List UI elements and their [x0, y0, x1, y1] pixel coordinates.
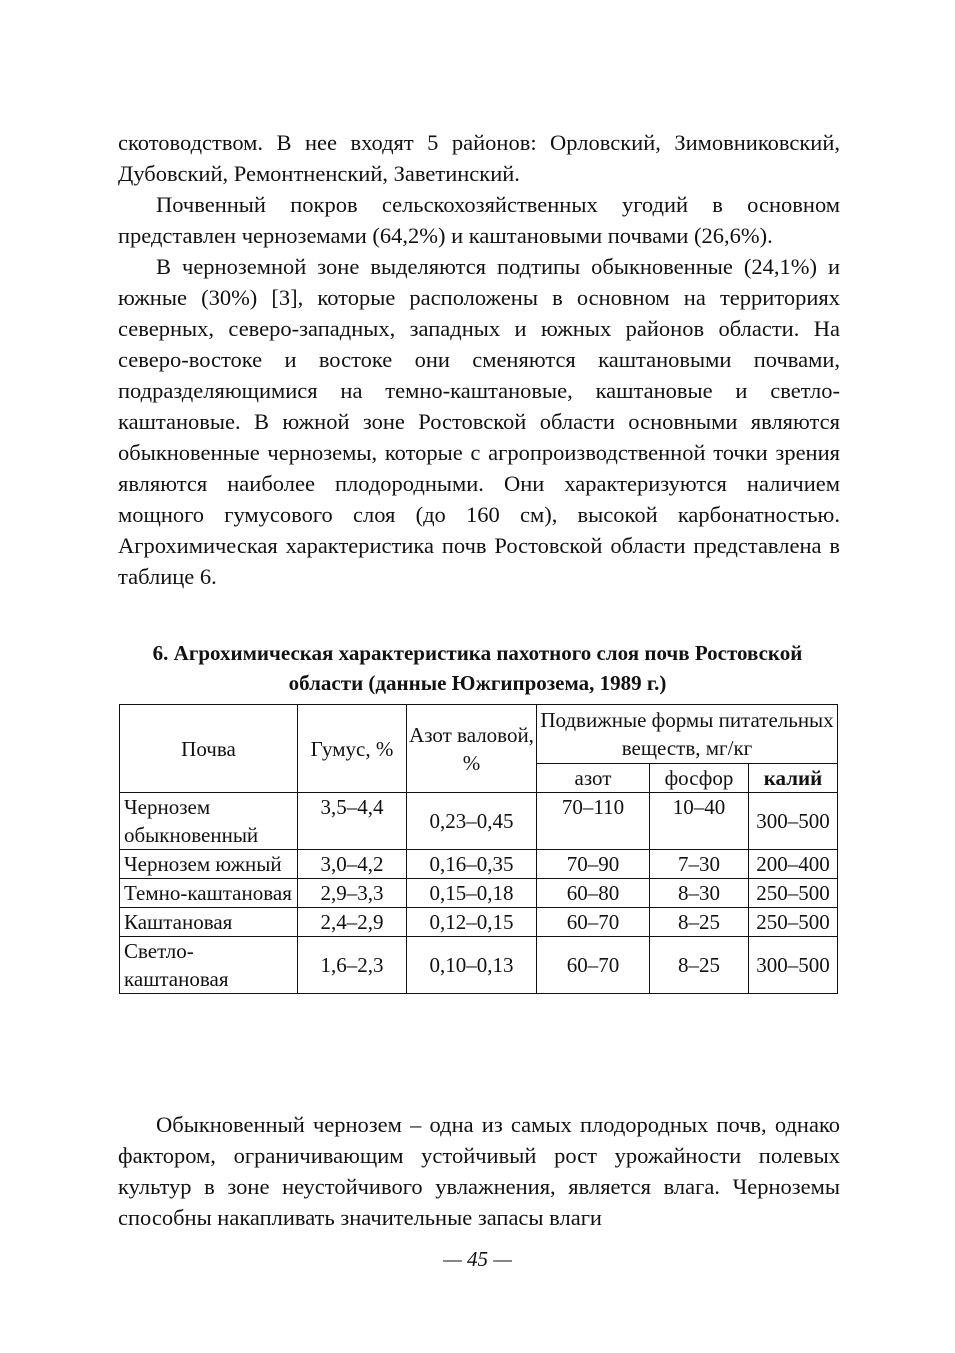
cell-phosphorus: 8–25: [650, 937, 749, 994]
cell-soil: Темно-каштановая: [120, 879, 298, 908]
cell-soil: Светло-каштановая: [120, 937, 298, 994]
top-text: [118, 127, 840, 592]
header-nitrogen: азот: [537, 764, 650, 793]
cell-humus: 3,0–4,2: [298, 850, 407, 879]
header-potassium: калий: [749, 764, 838, 793]
cell-nitrogen: 60–70: [537, 937, 650, 994]
cell-soil: Чернозем обыкновенный: [120, 793, 298, 850]
cell-nitrogen: 60–70: [537, 908, 650, 937]
cell-humus: 2,4–2,9: [298, 908, 407, 937]
cell-nitrogen: 70–90: [537, 850, 650, 879]
cell-potassium: 250–500: [749, 879, 838, 908]
cell-potassium: 300–500: [749, 793, 838, 850]
table-caption-line2: области (данные Южгипрозема, 1989 г.): [288, 671, 667, 695]
cell-nitrogen-total: 0,10–0,13: [407, 937, 537, 994]
header-nitrogen-total: Азот валовой, %: [407, 705, 537, 793]
cell-soil: Чернозем южный: [120, 850, 298, 879]
cell-nitrogen-total: 0,16–0,35: [407, 850, 537, 879]
paragraph-3: В черноземной зоне выделяются подтипы обыкновенные (24,1%) и южные (30%) [3], которые расположены в основном на территориях северных, северо-западных, западных и южных районов области. На северо-востоке и востоке они сменяются каштановыми почвами, подразделяющимися на темно-каштановые, каштановые и светло-каштановые. В южной зоне Ростовской области основными являются обыкновенные черноземы, которые с агропроизводственной точки зрения являются наиболее плодородными. Они характеризуются наличием мощного гумусового слоя (до 160 см), высокой карбонатностью. Агрохимическая характеристика почв Ростовской области представлена в таблице 6.: [118, 254, 840, 589]
cell-nitrogen-total: 0,12–0,15: [407, 908, 537, 937]
cell-phosphorus: 7–30: [650, 850, 749, 879]
cell-nitrogen-total: 0,15–0,18: [407, 879, 537, 908]
cell-phosphorus: 8–25: [650, 908, 749, 937]
cell-humus: 1,6–2,3: [298, 937, 407, 994]
cell-potassium: 200–400: [749, 850, 838, 879]
header-soil: Почва: [120, 705, 298, 793]
table-row: [120, 937, 838, 994]
page-number: — 45 —: [443, 1247, 512, 1271]
header-humus: Гумус, %: [298, 705, 407, 793]
table-row: [120, 850, 838, 879]
header-phosphorus: фосфор: [650, 764, 749, 793]
cell-phosphorus: 8–30: [650, 879, 749, 908]
cell-humus: 2,9–3,3: [298, 879, 407, 908]
paragraph-4: Обыкновенный чернозем – одна из самых плодородных почв, однако фактором, ограничивающим устойчивый рост урожайности полевых культур в зоне неустойчивого увлажнения, является влага. Черноземы способны накапливать значительные запасы влаги: [118, 1112, 840, 1230]
table-caption-line1: 6. Агрохимическая характеристика пахотного слоя почв Ростовской: [152, 641, 803, 665]
soil-table: [119, 704, 838, 994]
cell-potassium: 250–500: [749, 908, 838, 937]
bottom-text: [118, 1109, 840, 1233]
table-row: [120, 879, 838, 908]
table-caption: [100, 638, 855, 698]
paragraph-2: Почвенный покров сельскохозяйственных угодий в основном представлен черноземами (64,2%) и каштановыми почвами (26,6%).: [118, 192, 840, 248]
cell-phosphorus: 10–40: [650, 793, 749, 850]
table-row: [120, 793, 838, 850]
cell-soil: Каштановая: [120, 908, 298, 937]
header-mobile-forms: Подвижные формы питательных веществ, мг/кг: [537, 705, 838, 764]
paragraph-1: скотоводством. В нее входят 5 районов: Орловский, Зимовниковский, Дубовский, Ремонтненский, Заветинский.: [118, 130, 840, 186]
cell-nitrogen: 60–80: [537, 879, 650, 908]
cell-nitrogen: 70–110: [537, 793, 650, 850]
cell-potassium: 300–500: [749, 937, 838, 994]
table-row: [120, 908, 838, 937]
cell-nitrogen-total: 0,23–0,45: [407, 793, 537, 850]
cell-humus: 3,5–4,4: [298, 793, 407, 850]
